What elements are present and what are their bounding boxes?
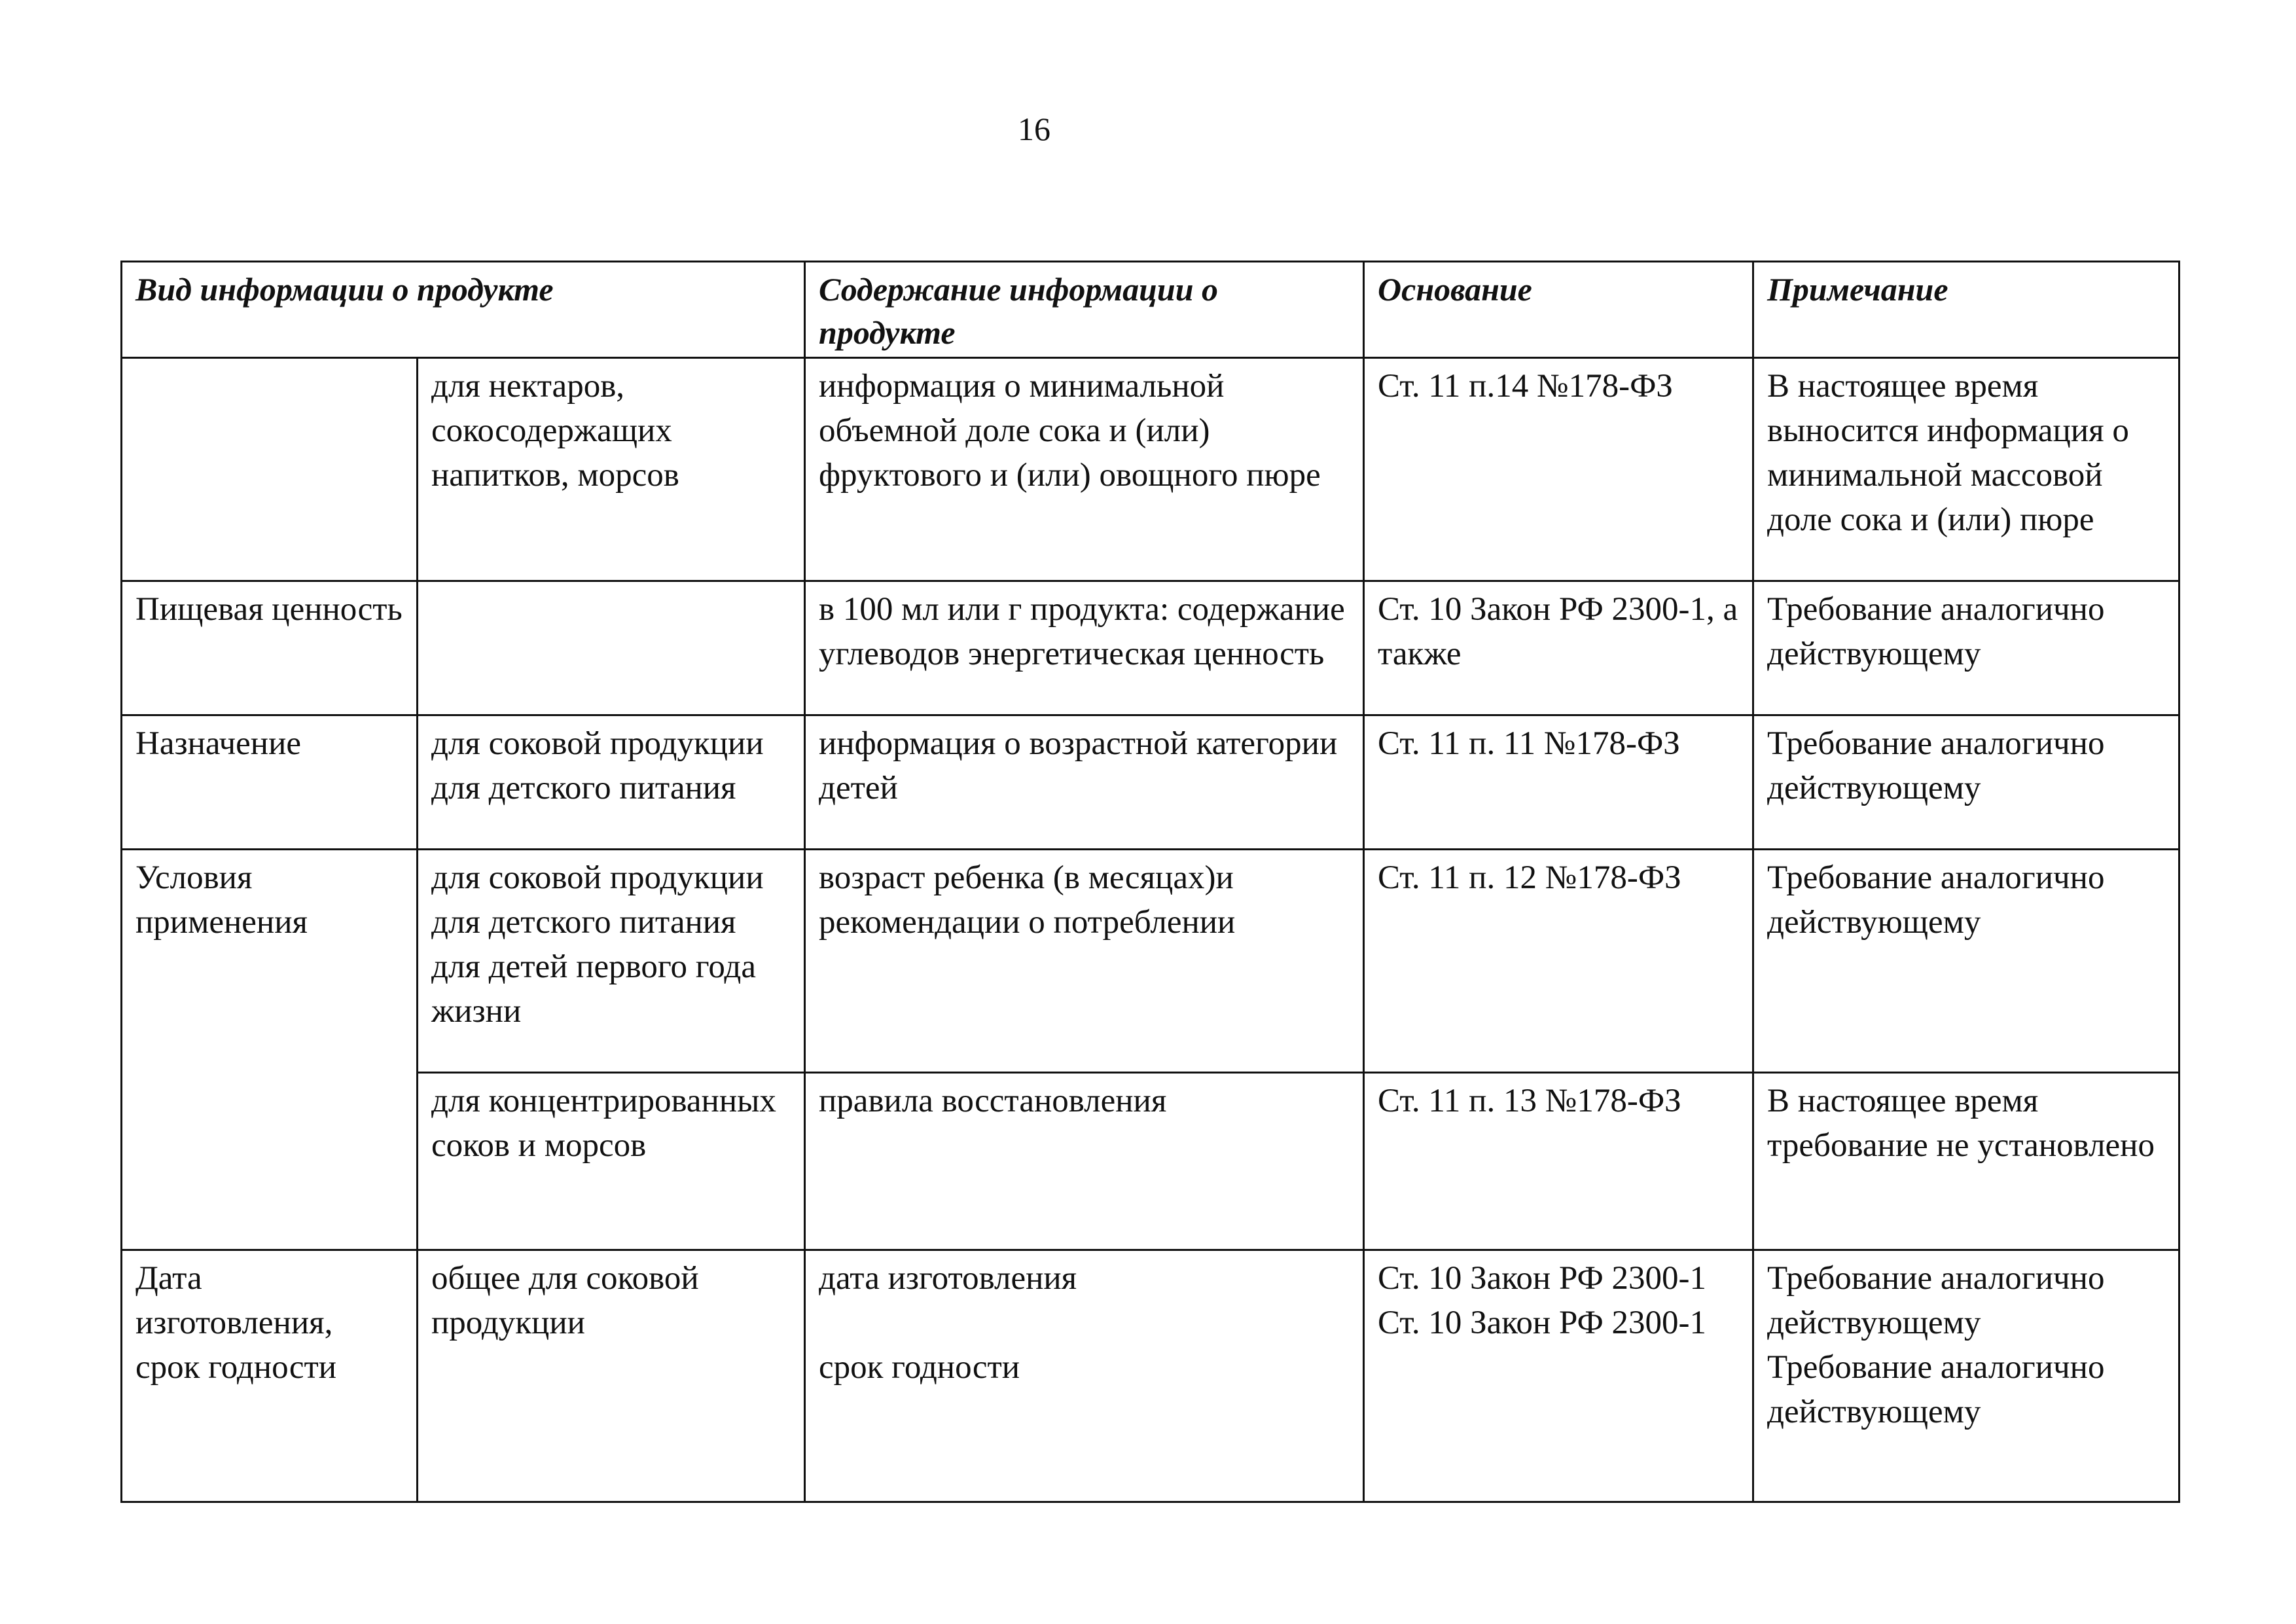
cell-basis: Ст. 11 п. 11 №178-ФЗ: [1364, 715, 1753, 850]
cell-kind: Пищевая ценность: [122, 581, 418, 715]
cell-content: [805, 1250, 1364, 1502]
cell-scope: общее для соковой продукции: [418, 1250, 805, 1502]
note-line-date: Требование аналогично действующему: [1767, 1260, 2105, 1341]
table-row: [122, 1250, 2179, 1502]
cell-note: В настоящее время выносится информация о минимальной массовой доле сока и (или) пюре: [1753, 358, 2179, 581]
note-line-expiry: Требование аналогично действующему: [1767, 1349, 2105, 1430]
cell-content: возраст ребенка (в месяцах)и рекомендации о потреблении: [805, 850, 1364, 1073]
cell-scope: для концентрированных соков и морсов: [418, 1073, 805, 1250]
cell-kind: [122, 358, 418, 581]
cell-content: информация о возрастной категории детей: [805, 715, 1364, 850]
basis-line-expiry: Ст. 10 Закон РФ 2300-1: [1378, 1305, 1706, 1341]
header-kind: Вид информации о продукте: [122, 262, 805, 358]
cell-basis: Ст. 10 Закон РФ 2300-1, а также: [1364, 581, 1753, 715]
table-row: [122, 358, 2179, 581]
cell-scope: для соковой продукции для детского питания: [418, 715, 805, 850]
cell-note: В настоящее время требование не установлено: [1753, 1073, 2179, 1250]
page-number: 16: [1018, 111, 1050, 147]
cell-content: в 100 мл или г продукта: содержание углеводов энергетическая ценность: [805, 581, 1364, 715]
cell-scope: [418, 581, 805, 715]
cell-basis: Ст. 11 п. 12 №178-ФЗ: [1364, 850, 1753, 1073]
cell-kind: Условия применения: [122, 850, 418, 1250]
table-header-row: [122, 262, 2179, 358]
spacer: [819, 1301, 1350, 1345]
cell-scope: для соковой продукции для детского питания для детей первого года жизни: [418, 850, 805, 1073]
table-row: [122, 581, 2179, 715]
cell-note: Требование аналогично действующему: [1753, 581, 2179, 715]
cell-content: правила восстановления: [805, 1073, 1364, 1250]
product-info-table: [120, 261, 2180, 1503]
cell-basis: [1364, 1250, 1753, 1502]
header-note: Примечание: [1753, 262, 2179, 358]
cell-content: информация о минимальной объемной доле сока и (или) фруктового и (или) овощного пюре: [805, 358, 1364, 581]
cell-kind: Назначение: [122, 715, 418, 850]
content-line-expiry: срок годности: [819, 1349, 1020, 1386]
cell-note: [1753, 1250, 2179, 1502]
table-row: [122, 1073, 2179, 1250]
cell-note: Требование аналогично действующему: [1753, 850, 2179, 1073]
cell-basis: Ст. 11 п.14 №178-ФЗ: [1364, 358, 1753, 581]
header-basis: Основание: [1364, 262, 1753, 358]
basis-line-date: Ст. 10 Закон РФ 2300-1: [1378, 1260, 1706, 1297]
cell-kind: Дата изготовления, срок годности: [122, 1250, 418, 1502]
cell-scope: для нектаров, сокосодержащих напитков, морсов: [418, 358, 805, 581]
content-line-date: дата изготовления: [819, 1260, 1077, 1297]
table-row: [122, 715, 2179, 850]
cell-note: Требование аналогично действующему: [1753, 715, 2179, 850]
header-content: Содержание информации о продукте: [805, 262, 1364, 358]
table-row: [122, 850, 2179, 1073]
cell-basis: Ст. 11 п. 13 №178-ФЗ: [1364, 1073, 1753, 1250]
